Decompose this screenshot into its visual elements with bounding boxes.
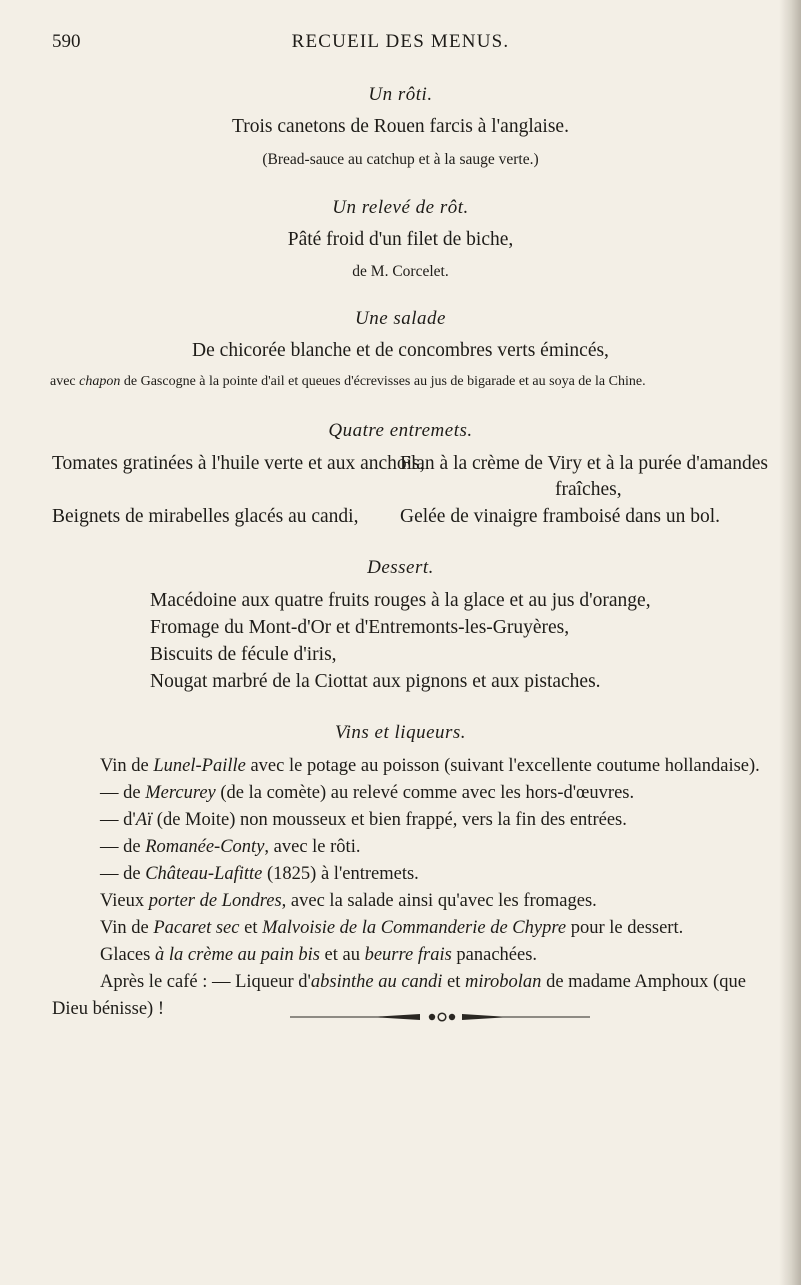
wine-line-2: — de Mercurey (de la comète) au relevé comme avec les hors-d'œuvres. (100, 783, 635, 803)
wine-line-3: — d'Aï (de Moite) non mousseux et bien frappé, vers la fin des entrées. (100, 810, 627, 830)
entremets-left-2: Beignets de mirabelles glacés au candi, (52, 506, 359, 527)
heading-releve: Un relevé de rôt. (332, 197, 469, 218)
heading-dessert: Dessert. (367, 557, 434, 578)
entremets-right-2: Gelée de vinaigre framboisé dans un bol. (400, 506, 721, 527)
entremets-right-1: Flan à la crème de Viry et à la purée d'amandes (400, 453, 768, 474)
running-title: RECUEIL DES MENUS. (291, 31, 510, 52)
heading-salade: Une salade (354, 308, 446, 329)
wine-line-9: Après le café : — Liqueur d'absinthe au candi et mirobolan de madame Amphoux (que (100, 972, 746, 992)
heading-entremets: Quatre entremets. (328, 420, 473, 441)
entremets-left-1: Tomates gratinées à l'huile verte et aux anchois, (52, 453, 425, 474)
roti-dish: Trois canetons de Rouen farcis à l'anglaise. (232, 116, 569, 137)
dessert-item-4: Nougat marbré de la Ciottat aux pignons et aux pistaches. (150, 671, 601, 692)
salade-dish: De chicorée blanche et de concombres verts émincés, (192, 340, 609, 361)
entremets-right-1-cont: fraîches, (555, 479, 622, 500)
page-number: 590 (52, 31, 81, 52)
roti-note: (Bread-sauce au catchup et à la sauge verte.) (262, 151, 539, 168)
wine-line-4: — de Romanée-Conty, avec le rôti. (100, 837, 361, 857)
wine-line-10: Dieu bénisse) ! (52, 999, 164, 1019)
wine-line-7: Vin de Pacaret sec et Malvoisie de la Commanderie de Chypre pour le dessert. (100, 918, 684, 938)
salade-note: avec chapon de Gascogne à la pointe d'ail et queues d'écrevisses au jus de bigarade et au soya de la Chine. (50, 374, 646, 389)
heading-vins: Vins et liqueurs. (334, 722, 467, 743)
releve-author: de M. Corcelet. (352, 263, 449, 280)
heading-roti: Un rôti. (368, 84, 433, 105)
wine-line-1: Vin de Lunel-Paille avec le potage au poisson (suivant l'excellente coutume hollandaise). (100, 756, 760, 776)
wine-line-8: Glaces à la crème au pain bis et au beurre frais panachées. (100, 945, 538, 965)
wine-line-6: Vieux porter de Londres, avec la salade ainsi qu'avec les fromages. (100, 891, 597, 911)
wine-line-5: — de Château-Lafitte (1825) à l'entremets. (100, 864, 419, 884)
releve-dish: Pâté froid d'un filet de biche, (287, 229, 514, 250)
dessert-item-2: Fromage du Mont-d'Or et d'Entremonts-les-Gruyères, (150, 617, 570, 638)
dessert-item-3: Biscuits de fécule d'iris, (150, 644, 337, 665)
page-edge-shadow (779, 0, 801, 1285)
closing-ornament-icon (290, 1010, 590, 1024)
dessert-item-1: Macédoine aux quatre fruits rouges à la glace et au jus d'orange, (150, 590, 651, 611)
